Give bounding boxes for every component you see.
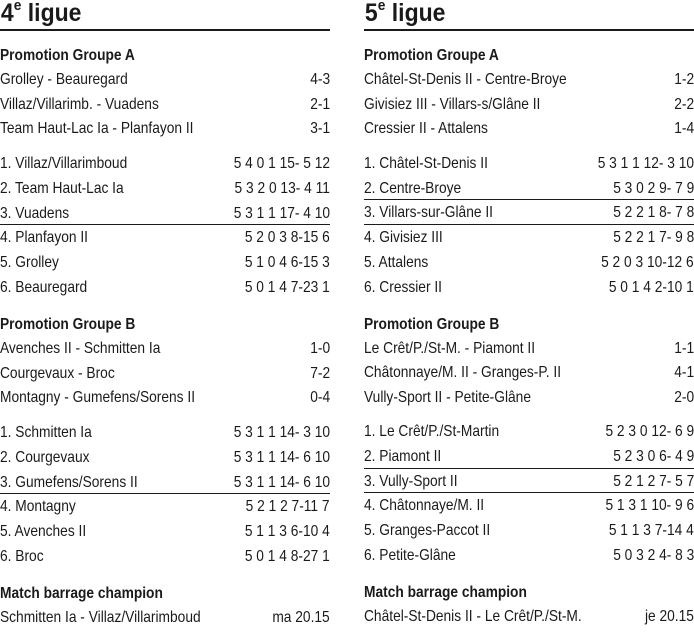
standing-row	[0, 420, 330, 445]
standing-row	[0, 544, 330, 569]
match-row	[0, 68, 330, 93]
standing-team: 1. Le Crêt/P./St-Martin	[364, 423, 500, 440]
standing-team: 5. Granges-Paccot II	[364, 522, 491, 539]
match-score: 1-0	[310, 340, 330, 357]
standing-stats: 5 1 0 4 6-15 3	[245, 254, 330, 271]
standing-team: 3. Villars-sur-Glâne II	[364, 204, 493, 221]
standing-row	[364, 225, 694, 250]
match-teams: Grolley - Beauregard	[0, 71, 128, 88]
match-score: 1-2	[674, 71, 694, 88]
league-title	[0, 0, 304, 29]
match-row	[364, 386, 694, 411]
standing-team: 4. Montagny	[0, 498, 76, 515]
standing-stats: 5 3 0 2 9- 7 9	[612, 179, 694, 197]
standing-row	[0, 445, 330, 470]
standing-row-cutoff	[364, 444, 694, 469]
standing-team: 3. Vuadens	[0, 204, 70, 222]
standing-stats: 5 2 3 0 12- 6 9	[605, 423, 694, 440]
standing-team: 6. Beauregard	[0, 279, 88, 296]
match-row	[364, 337, 694, 362]
standing-row	[0, 275, 330, 300]
match-teams: Montagny - Gumefens/Sorens II	[0, 389, 196, 406]
standing-row	[0, 519, 330, 544]
standing-stats: 5 0 3 2 4- 8 3	[612, 547, 694, 564]
standing-row	[0, 176, 330, 201]
standing-team: 1. Châtel-St-Denis II	[364, 154, 488, 172]
match-row	[0, 386, 330, 411]
barrage-row	[0, 606, 330, 631]
barrage-date: ma 20.15	[272, 609, 330, 626]
match-score: 2-2	[674, 95, 694, 113]
match-teams: Villaz/Villarimb. - Vuadens	[0, 95, 159, 113]
barrage-title: Match barrage champion	[0, 585, 163, 602]
standing-row-cutoff	[364, 176, 694, 201]
match-score: 0-4	[310, 389, 330, 406]
match-teams: Châtel-St-Denis II - Centre-Broye	[364, 71, 567, 88]
match-row	[0, 362, 330, 387]
standing-row	[0, 225, 330, 250]
match-score: 3-1	[310, 120, 330, 137]
league-superscript: e	[13, 0, 22, 14]
standing-team: 6. Cressier II	[364, 278, 442, 296]
standing-row	[364, 419, 694, 444]
match-row	[364, 361, 694, 386]
barrage-teams: Schmitten Ia - Villaz/Villarimboud	[0, 609, 201, 626]
standing-row-cutoff	[364, 200, 694, 225]
standing-team: 5. Avenches II	[0, 523, 87, 540]
standing-row	[0, 250, 330, 275]
match-row	[0, 93, 330, 118]
match-row	[364, 117, 694, 142]
standing-row	[364, 518, 694, 543]
league-word: ligue	[27, 0, 82, 27]
standing-stats: 5 1 1 3 7-14 4	[609, 522, 694, 539]
league-title	[364, 0, 668, 29]
match-teams: Team Haut-Lac Ia - Planfayon II	[0, 120, 194, 137]
standing-stats: 5 3 1 1 14- 6 10	[233, 473, 330, 491]
match-teams: Courgevaux - Broc	[0, 364, 115, 382]
barrage-row	[364, 605, 694, 630]
standing-stats: 5 0 1 4 7-23 1	[245, 279, 330, 296]
group-a-title: Promotion Groupe A	[364, 47, 499, 64]
match-teams: Châtonnaye/M. II - Granges-P. II	[364, 364, 562, 381]
match-teams: Givisiez III - Villars-s/Glâne II	[364, 95, 541, 113]
match-row	[364, 93, 694, 118]
barrage-title: Match barrage champion	[364, 584, 527, 601]
standing-stats: 5 3 2 0 13- 4 11	[234, 179, 330, 197]
match-teams: Avenches II - Schmitten Ia	[0, 340, 161, 357]
standing-team: 4. Planfayon II	[0, 229, 88, 246]
standing-row	[364, 151, 694, 176]
standing-row	[364, 543, 694, 568]
standing-team: 6. Broc	[0, 548, 44, 565]
standing-row	[0, 151, 330, 176]
standing-stats: 5 4 0 1 15- 5 12	[233, 154, 330, 172]
standing-row	[0, 494, 330, 519]
standing-stats: 5 3 1 1 12- 3 10	[597, 154, 694, 172]
standing-stats: 5 2 1 2 7-11 7	[246, 498, 330, 515]
league-number: 5	[364, 0, 378, 27]
barrage-teams: Châtel-St-Denis II - Le Crêt/P./St-M.	[364, 608, 582, 625]
standing-team: 1. Villaz/Villarimboud	[0, 154, 128, 172]
match-row	[364, 68, 694, 93]
standing-team: 2. Centre-Broye	[364, 179, 462, 197]
league-5-column	[364, 0, 694, 630]
standing-team: 6. Petite-Glâne	[364, 547, 456, 564]
standing-stats: 5 0 1 4 2-10 1	[609, 278, 694, 296]
match-score: 2-1	[310, 95, 330, 113]
standing-stats: 5 2 2 1 8- 7 8	[612, 204, 694, 221]
barrage-date: je 20.15	[645, 608, 694, 625]
match-score: 4-3	[310, 71, 330, 88]
standing-team: 4. Châtonnaye/M. II	[364, 497, 485, 514]
standing-row-cutoff	[0, 201, 330, 226]
match-score: 1-4	[674, 120, 694, 137]
match-score: 4-1	[674, 364, 694, 381]
standing-stats: 5 3 1 1 17- 4 10	[233, 204, 330, 222]
standing-team: 2. Team Haut-Lac Ia	[0, 179, 124, 197]
standing-team: 3. Vully-Sport II	[364, 472, 458, 490]
group-b-title: Promotion Groupe B	[0, 316, 136, 333]
match-score: 7-2	[310, 364, 330, 382]
standing-row-cutoff	[0, 470, 330, 495]
standing-team: 4. Givisiez III	[364, 228, 443, 246]
match-teams: Le Crêt/P./St-M. - Piamont II	[364, 339, 536, 357]
standing-team: 2. Piamont II	[364, 448, 442, 465]
standing-row	[364, 250, 694, 275]
standing-team: 1. Schmitten Ia	[0, 423, 92, 441]
league-superscript: e	[377, 0, 386, 14]
standing-stats: 5 2 0 3 10-12 6	[601, 253, 694, 271]
standing-stats: 5 1 3 1 10- 9 6	[605, 497, 694, 514]
standing-row	[364, 275, 694, 300]
standing-team: 3. Gumefens/Sorens II	[0, 473, 138, 491]
standing-stats: 5 3 1 1 14- 6 10	[233, 448, 330, 466]
league-4-column	[0, 0, 330, 631]
league-number: 4	[0, 0, 14, 27]
standing-team: 2. Courgevaux	[0, 448, 90, 466]
match-teams: Vully-Sport II - Petite-Glâne	[364, 388, 531, 406]
match-row	[0, 337, 330, 362]
group-a-title: Promotion Groupe A	[0, 47, 135, 64]
standing-team: 5. Grolley	[0, 254, 59, 271]
standing-row	[364, 493, 694, 518]
standing-stats: 5 2 0 3 8-15 6	[245, 229, 330, 246]
standing-stats: 5 2 3 0 6- 4 9	[612, 448, 694, 465]
match-score: 1-1	[674, 339, 694, 357]
match-teams: Cressier II - Attalens	[364, 120, 488, 137]
standing-stats: 5 2 1 2 7- 5 7	[612, 472, 694, 490]
group-b-title: Promotion Groupe B	[364, 315, 500, 333]
standing-stats: 5 2 2 1 7- 9 8	[612, 228, 694, 246]
match-row	[0, 117, 330, 142]
standing-stats: 5 1 1 3 6-10 4	[245, 523, 330, 540]
league-word: ligue	[391, 0, 446, 27]
standing-stats: 5 0 1 4 8-27 1	[245, 548, 330, 565]
standing-stats: 5 3 1 1 14- 3 10	[233, 423, 330, 441]
standing-team: 5. Attalens	[364, 253, 429, 271]
standing-row-cutoff	[364, 469, 694, 494]
match-score: 2-0	[674, 388, 694, 406]
